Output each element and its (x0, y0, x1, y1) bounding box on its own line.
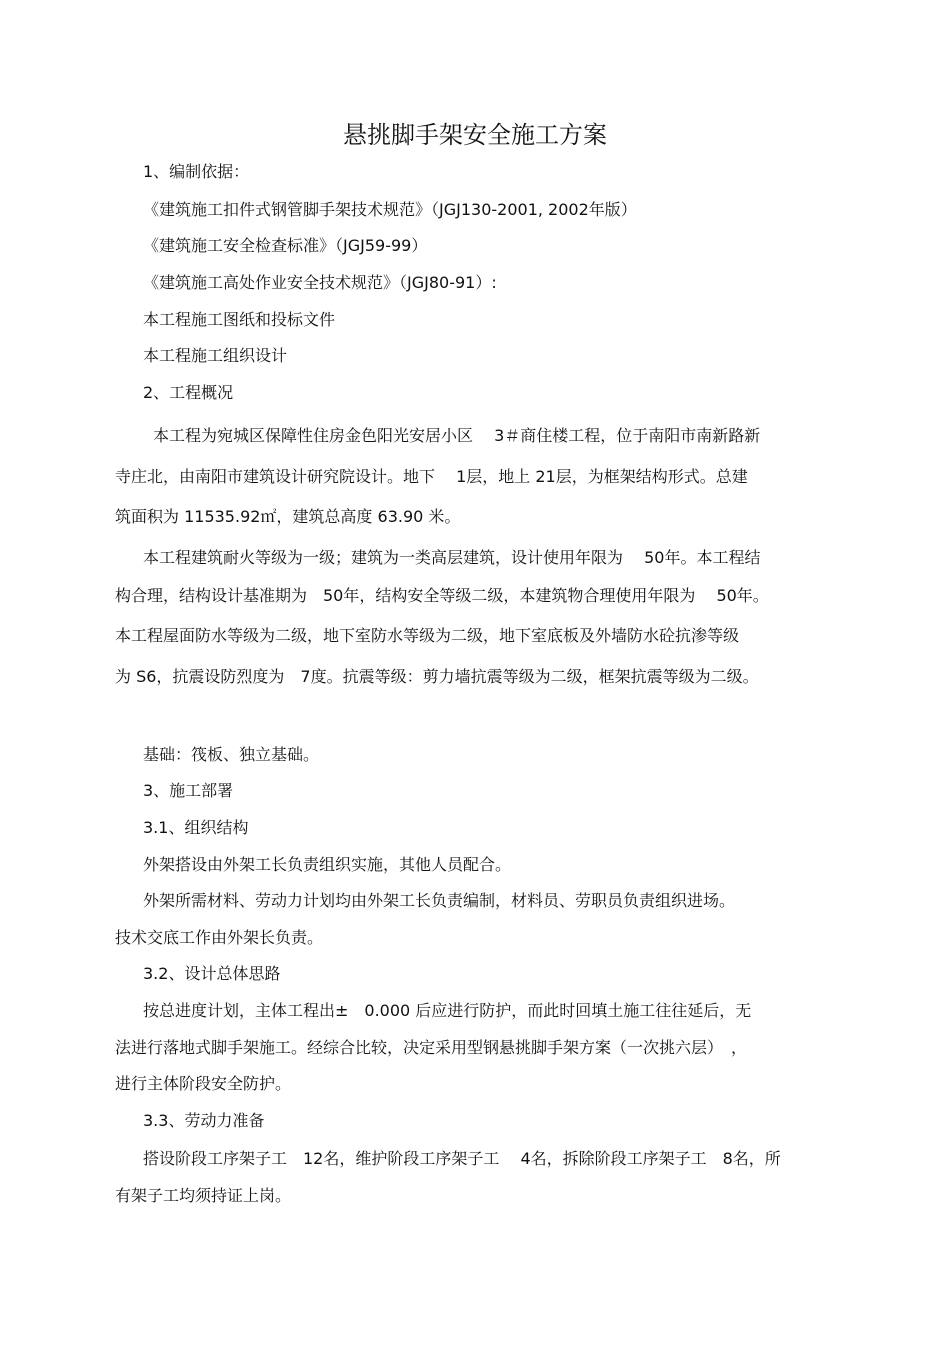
paragraph-line: 为 S6，抗震设防烈度为 7度。抗震等级：剪力墙抗震等级为二级，框架抗震等级为二级。 (115, 667, 759, 686)
paragraph-line: 进行主体阶段安全防护。 (115, 1074, 292, 1093)
page-title: 悬挑脚手架安全施工方案 (343, 121, 607, 149)
section-1-heading: 1、编制依据： (143, 162, 250, 181)
paragraph-line: 技术交底工作由外架长负责。 (115, 928, 324, 947)
subsection-heading: 3.1、组织结构 (143, 818, 249, 837)
paragraph-line: 本工程屋面防水等级为二级，地下室防水等级为二级，地下室底板及外墙防水砼抗渗等级 (115, 626, 740, 645)
paragraph-line: 基础：筏板、独立基础。 (143, 745, 320, 764)
paragraph-line: 构合理，结构设计基准期为 50年，结构安全等级二级，本建筑物合理使用年限为 50年。 (115, 586, 769, 605)
paragraph-line: 有架子工均须持证上岗。 (115, 1186, 292, 1205)
reference-line: 本工程施工组织设计 (143, 346, 288, 365)
paragraph-line: 外架所需材料、劳动力计划均由外架工长负责编制，材料员、劳职员负责组织进场。 (143, 891, 736, 910)
section-2-heading: 2、工程概况 (143, 383, 234, 402)
reference-line: 《建筑施工高处作业安全技术规范》（JGJ80-91）: (143, 273, 497, 292)
paragraph-line: 按总进度计划，主体工程出± 0.000 后应进行防护，而此时回填土施工往往延后，无 (143, 1001, 752, 1020)
paragraph-line: 寺庄北，由南阳市建筑设计研究院设计。地下 1层，地上 21层，为框架结构形式。总建 (115, 467, 748, 486)
paragraph-line: 外架搭设由外架工长负责组织实施，其他人员配合。 (143, 855, 512, 874)
paragraph-line: 本工程为宛城区保障性住房金色阳光安居小区 3＃商住楼工程，位于南阳市南新路新 (153, 426, 761, 445)
reference-line: 本工程施工图纸和投标文件 (143, 310, 336, 329)
reference-line: 《建筑施工扣件式钢管脚手架技术规范》（JGJ130-2001, 2002年版） (143, 200, 637, 219)
subsection-heading: 3.2、设计总体思路 (143, 964, 281, 983)
paragraph-line: 搭设阶段工序架子工 12名，维护阶段工序架子工 4名，拆除阶段工序架子工 8名，所 (143, 1149, 781, 1168)
section-3-heading: 3、施工部署 (143, 781, 234, 800)
paragraph-line: 法进行落地式脚手架施工。经综合比较，决定采用型钢悬挑脚手架方案（一次挑六层） ， (115, 1038, 748, 1057)
subsection-heading: 3.3、劳动力准备 (143, 1111, 265, 1130)
paragraph-line: 筑面积为 11535.92㎡，建筑总高度 63.90 米。 (115, 507, 461, 526)
paragraph-line: 本工程建筑耐火等级为一级；建筑为一类高层建筑，设计使用年限为 50年。本工程结 (143, 548, 761, 567)
reference-line: 《建筑施工安全检查标准》（JGJ59-99） (143, 236, 428, 255)
